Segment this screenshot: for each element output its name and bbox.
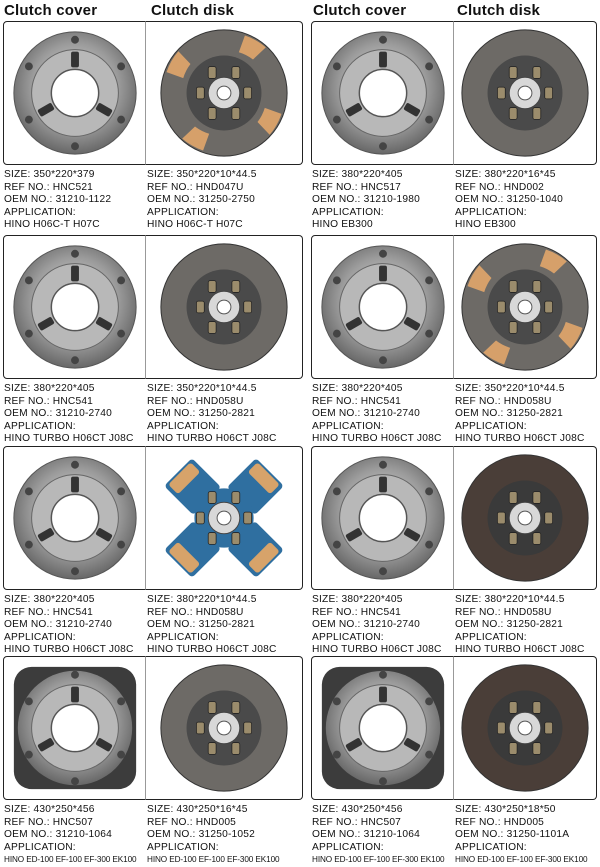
spec-oem: OEM NO.: 31210-2740 — [312, 619, 420, 630]
spec-size: SIZE: 380*220*405 — [312, 169, 403, 180]
clutch-disk-image — [453, 446, 597, 590]
spec-application-label: APPLICATION: — [455, 420, 527, 432]
spec-application-label: APPLICATION: — [312, 420, 384, 432]
spec-application-label: APPLICATION: — [455, 206, 527, 218]
header-clutch-cover-right: Clutch cover — [313, 2, 407, 19]
spec-ref: REF NO.: HNC541 — [312, 606, 402, 618]
spec-application: HINO TURBO H06CT J08C — [455, 433, 585, 444]
clutch-cover-specs — [312, 594, 442, 657]
clutch-cover-specs — [4, 804, 137, 867]
clutch-cover-image — [3, 656, 147, 800]
clutch-disk-specs — [147, 169, 257, 232]
spec-application: HINO EB300 — [455, 219, 516, 230]
spec-ref: REF NO.: HNC541 — [312, 395, 402, 407]
spec-size: SIZE: 430*250*18*50 — [455, 804, 556, 815]
spec-oem: OEM NO.: 31250-1052 — [147, 829, 255, 840]
spec-size: SIZE: 380*220*16*45 — [455, 169, 556, 180]
spec-application-label: APPLICATION: — [4, 631, 76, 643]
header-clutch-disk-left: Clutch disk — [151, 2, 235, 19]
spec-size: SIZE: 350*220*10*44.5 — [147, 383, 257, 394]
spec-ref: REF NO.: HND002 — [455, 181, 545, 193]
spec-ref: REF NO.: HND005 — [455, 816, 545, 828]
clutch-disk-image — [145, 446, 303, 590]
spec-oem: OEM NO.: 31250-2821 — [147, 619, 255, 630]
clutch-disk-image — [145, 21, 303, 165]
clutch-disk-specs — [455, 383, 585, 446]
clutch-disk-image — [145, 656, 303, 800]
spec-application-label: APPLICATION: — [455, 841, 527, 853]
spec-oem: OEM NO.: 31210-1064 — [4, 829, 112, 840]
spec-application: HINO ED-100 EF-100 EF-300 EK100 — [455, 855, 588, 864]
spec-size: SIZE: 380*220*405 — [4, 383, 95, 394]
clutch-cover-image — [311, 446, 455, 590]
spec-application-label: APPLICATION: — [312, 631, 384, 643]
spec-application-label: APPLICATION: — [312, 206, 384, 218]
spec-oem: OEM NO.: 31250-2821 — [455, 408, 563, 419]
spec-application: HINO H06C-T H07C — [147, 219, 243, 230]
spec-size: SIZE: 380*220*405 — [4, 594, 95, 605]
clutch-disk-specs — [147, 804, 280, 867]
clutch-cover-specs — [4, 383, 134, 446]
spec-oem: OEM NO.: 31210-1122 — [4, 194, 112, 205]
spec-ref: REF NO.: HNC507 — [4, 816, 94, 828]
clutch-disk-specs — [455, 169, 563, 232]
spec-oem: OEM NO.: 31210-1064 — [312, 829, 420, 840]
clutch-disk-specs — [147, 594, 277, 657]
clutch-disk-image — [453, 656, 597, 800]
spec-application-label: APPLICATION: — [312, 841, 384, 853]
clutch-cover-specs — [4, 169, 111, 232]
spec-ref: REF NO.: HNC507 — [312, 816, 402, 828]
spec-ref: REF NO.: HNC521 — [4, 181, 94, 193]
spec-application-label: APPLICATION: — [4, 206, 76, 218]
spec-oem: OEM NO.: 31250-2821 — [455, 619, 563, 630]
spec-oem: OEM NO.: 31250-1101A — [455, 829, 570, 840]
spec-ref: REF NO.: HND058U — [147, 395, 244, 407]
spec-application: HINO ED-100 EF-100 EF-300 EK100 — [312, 855, 445, 864]
spec-application: HINO TURBO H06CT J08C — [4, 433, 134, 444]
spec-size: SIZE: 380*220*405 — [312, 383, 403, 394]
header-clutch-cover-left: Clutch cover — [4, 2, 98, 19]
spec-application-label: APPLICATION: — [147, 420, 219, 432]
clutch-cover-image — [311, 656, 455, 800]
spec-ref: REF NO.: HND058U — [455, 395, 552, 407]
spec-ref: REF NO.: HNC517 — [312, 181, 402, 193]
clutch-cover-specs — [312, 804, 445, 867]
spec-size: SIZE: 380*220*405 — [312, 594, 403, 605]
spec-application: HINO ED-100 EF-100 EF-300 EK100 — [147, 855, 280, 864]
clutch-disk-specs — [455, 594, 585, 657]
clutch-disk-specs — [455, 804, 588, 867]
clutch-disk-image — [453, 21, 597, 165]
clutch-cover-specs — [4, 594, 134, 657]
spec-application: HINO EB300 — [312, 219, 373, 230]
spec-ref: REF NO.: HND058U — [147, 606, 244, 618]
spec-size: SIZE: 380*220*10*44.5 — [147, 594, 257, 605]
spec-application-label: APPLICATION: — [147, 206, 219, 218]
header-clutch-disk-right: Clutch disk — [457, 2, 541, 19]
spec-size: SIZE: 350*220*10*44.5 — [455, 383, 565, 394]
spec-oem: OEM NO.: 31250-2750 — [147, 194, 255, 205]
clutch-cover-image — [3, 235, 147, 379]
spec-oem: OEM NO.: 31250-2821 — [147, 408, 255, 419]
spec-application: HINO TURBO H06CT J08C — [147, 433, 277, 444]
clutch-cover-specs — [312, 169, 420, 232]
spec-application: HINO TURBO H06CT J08C — [4, 644, 134, 655]
spec-application: HINO ED-100 EF-100 EF-300 EK100 — [4, 855, 137, 864]
spec-application-label: APPLICATION: — [455, 631, 527, 643]
clutch-cover-image — [311, 21, 455, 165]
spec-oem: OEM NO.: 31210-2740 — [312, 408, 420, 419]
clutch-cover-image — [3, 446, 147, 590]
spec-size: SIZE: 430*250*16*45 — [147, 804, 248, 815]
spec-application-label: APPLICATION: — [147, 631, 219, 643]
clutch-cover-image — [3, 21, 147, 165]
clutch-disk-image — [453, 235, 597, 379]
spec-application: HINO TURBO H06CT J08C — [312, 433, 442, 444]
spec-application: HINO H06C-T H07C — [4, 219, 100, 230]
spec-application: HINO TURBO H06CT J08C — [312, 644, 442, 655]
clutch-disk-image — [145, 235, 303, 379]
spec-size: SIZE: 350*220*10*44.5 — [147, 169, 257, 180]
spec-size: SIZE: 380*220*10*44.5 — [455, 594, 565, 605]
spec-size: SIZE: 430*250*456 — [312, 804, 403, 815]
spec-application: HINO TURBO H06CT J08C — [455, 644, 585, 655]
spec-ref: REF NO.: HND058U — [455, 606, 552, 618]
spec-application-label: APPLICATION: — [4, 420, 76, 432]
spec-ref: REF NO.: HND005 — [147, 816, 237, 828]
spec-ref: REF NO.: HNC541 — [4, 395, 94, 407]
spec-oem: OEM NO.: 31250-1040 — [455, 194, 563, 205]
clutch-disk-specs — [147, 383, 277, 446]
spec-application-label: APPLICATION: — [4, 841, 76, 853]
spec-oem: OEM NO.: 31210-2740 — [4, 408, 112, 419]
spec-ref: REF NO.: HNC541 — [4, 606, 94, 618]
spec-application: HINO TURBO H06CT J08C — [147, 644, 277, 655]
spec-size: SIZE: 430*250*456 — [4, 804, 95, 815]
spec-oem: OEM NO.: 31210-2740 — [4, 619, 112, 630]
clutch-cover-image — [311, 235, 455, 379]
spec-application-label: APPLICATION: — [147, 841, 219, 853]
spec-size: SIZE: 350*220*379 — [4, 169, 95, 180]
spec-ref: REF NO.: HND047U — [147, 181, 244, 193]
clutch-cover-specs — [312, 383, 442, 446]
spec-oem: OEM NO.: 31210-1980 — [312, 194, 420, 205]
